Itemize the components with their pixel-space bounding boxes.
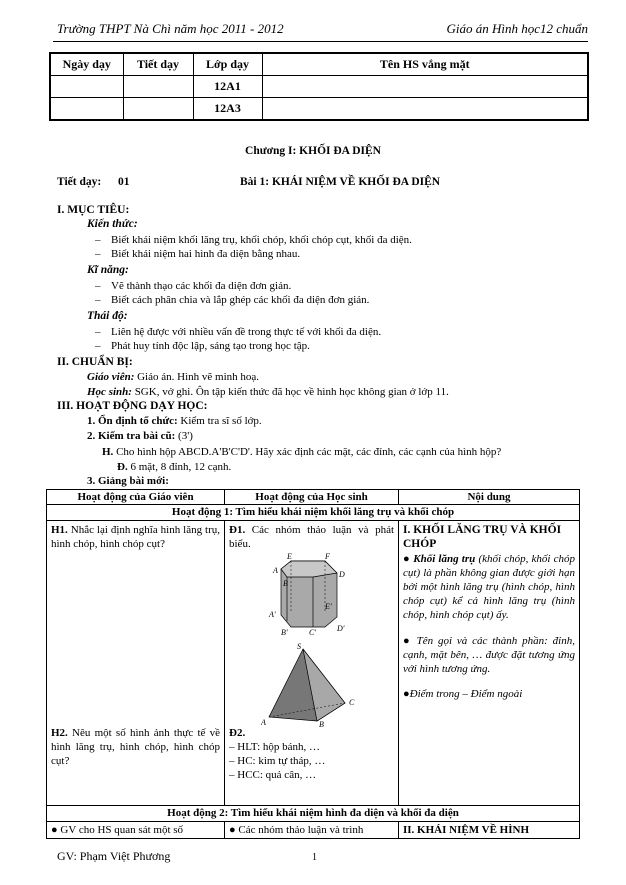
content-heading-2: II. KHÁI NIỆM VỀ HÌNH (399, 822, 580, 839)
teacher-prep: Giáo viên: Giáo án. Hình vẽ minh hoạ. (87, 371, 260, 383)
review-question: H. Cho hình hộp ABCD.A'B'C'D'. Hãy xác định các mặt, các đỉnh, các cạnh của hình hộp? (102, 446, 502, 458)
label-vertex: D (339, 570, 345, 579)
col-tiet-day: Tiết dạy (123, 53, 193, 76)
answer-d2: Đ2. – HLT: hộp bánh, … – HC: kim tự tháp, … – HCC: quả cân, … (229, 727, 326, 781)
cell-absent (262, 76, 588, 98)
label-vertex: A (261, 718, 266, 727)
section-activities-title: III. HOẠT ĐỘNG DẠY HỌC: (57, 400, 208, 412)
cell-period (123, 76, 193, 98)
cell-date (50, 98, 123, 121)
knowledge-item: – Biết khái niệm hai hình đa diện bằng nhau. (95, 248, 301, 260)
lesson-period-value: 01 (118, 176, 130, 188)
step-organize: 1. Ổn định tổ chức: Kiểm tra sĩ số lớp. (87, 415, 262, 427)
activity-2-row (47, 806, 580, 822)
label-vertex: F (325, 552, 330, 561)
prism-figure (253, 551, 383, 635)
label-vertex: B (319, 720, 324, 727)
cell-class: 12A1 (193, 76, 262, 98)
label-vertex: C (349, 698, 355, 707)
attitude-label: Thái độ: (87, 310, 128, 322)
content-heading-1: I. KHỐI LĂNG TRỤ VÀ KHỐI CHÓP (403, 524, 562, 550)
skills-item: – Biết cách phân chia và lắp ghép các khối đa diện đơn giản. (95, 294, 370, 306)
attendance-header-row (50, 53, 588, 76)
student-prep: Học sinh: SGK, vở ghi. Ôn tập kiến thức đã học về hình học không gian ở lớp 11. (87, 386, 449, 398)
activity-2-content-row (47, 822, 580, 839)
section-objectives-title: I. MỤC TIÊU: (57, 204, 130, 216)
label-vertex: E' (325, 602, 332, 611)
teacher-cell (47, 521, 225, 806)
col-lop-day: Lớp dạy (193, 53, 262, 76)
student-cell (225, 521, 399, 806)
content-definition: ● Khối lăng trụ (khối chóp, khối chóp cụt) là phần không gian được giới hạn bởi một hình lăng trụ (hình chóp, hình chóp cụt) kể cả hình lăng trụ (hình chóp, hình chóp cụt) ấy. (403, 553, 576, 621)
content-cell (399, 521, 580, 806)
activity-1-content-row (47, 521, 580, 806)
skills-label: Kĩ năng: (87, 264, 129, 276)
example-item: – HCC: quả cân, … (229, 769, 317, 781)
footer-author: GV: Phạm Việt Phương (57, 849, 171, 863)
attendance-row (50, 76, 588, 98)
attendance-table (49, 52, 589, 121)
col-ngay-day: Ngày dạy (50, 53, 123, 76)
col-teacher: Hoạt động của Giáo viên (47, 490, 225, 505)
activities-header-row (47, 490, 580, 505)
knowledge-label: Kiến thức: (87, 218, 138, 230)
activities-table (46, 489, 580, 839)
col-student: Hoạt động của Học sinh (225, 490, 399, 505)
lesson-title: Bài 1: KHÁI NIỆM VỀ KHỐI ĐA DIỆN (240, 176, 441, 188)
header-plan-title: Giáo án Hình học12 chuẩn (446, 21, 588, 36)
lesson-period-label: Tiết dạy: (57, 176, 102, 188)
section-preparation-title: II. CHUẨN BỊ: (57, 356, 133, 368)
knowledge-item: – Biết khái niệm khối lăng trụ, khối chóp, khối chóp cụt, khối đa diện. (95, 234, 412, 246)
col-ten-hs: Tên HS vắng mặt (262, 53, 588, 76)
header-school: Trường THPT Nà Chì năm học 2011 - 2012 (57, 21, 284, 36)
chapter-title: Chương I: KHỐI ĐA DIỆN (245, 145, 381, 157)
header-divider (53, 41, 588, 42)
attendance-row (50, 98, 588, 121)
attitude-item: – Phát huy tính độc lập, sáng tạo trong học tập. (95, 340, 310, 352)
label-vertex: C' (309, 628, 317, 635)
example-item: – HLT: hộp bánh, … (229, 741, 321, 753)
activity-1-row (47, 505, 580, 521)
label-vertex: S (297, 643, 301, 651)
page-number: 1 (312, 852, 317, 863)
review-answer: Đ. 6 mặt, 8 đỉnh, 12 cạnh. (117, 461, 232, 473)
label-vertex: D' (337, 624, 345, 633)
label-vertex: B (283, 579, 288, 588)
student-cell: ● Các nhóm thảo luận và trình (225, 822, 399, 839)
label-vertex: A' (269, 610, 276, 619)
label-vertex: B' (281, 628, 288, 635)
cell-class: 12A3 (193, 98, 262, 121)
step-check-old: 2. Kiểm tra bài cũ: (3') (87, 430, 193, 442)
content-naming: ● Tên gọi và các thành phần: đỉnh, cạnh, mặt bên, … được đặt tương ứng với hình tương ứng. (403, 635, 575, 675)
cell-period (123, 98, 193, 121)
label-vertex: A (273, 566, 278, 575)
attitude-item: – Liên hệ được với nhiều vấn đề trong thực tế với khối đa diện. (95, 326, 382, 338)
activity-2-title: Hoạt động 2: Tìm hiểu khái niệm hình đa diện và khối đa diện (47, 806, 580, 822)
pyramid-figure (261, 643, 371, 727)
skills-item: – Vẽ thành thạo các khối đa diện đơn giản. (95, 280, 292, 292)
step-new-lesson: 3. Giảng bài mới: (87, 475, 169, 487)
content-points: ●Điểm trong – Điểm ngoài (403, 688, 523, 700)
cell-absent (262, 98, 588, 121)
teacher-cell: ● GV cho HS quan sát một số (47, 822, 225, 839)
question-h1: H1. Nhắc lại định nghĩa hình lăng trụ, hình chóp, hình chóp cụt? (51, 524, 220, 550)
cell-date (50, 76, 123, 98)
prism-top (281, 561, 337, 577)
col-content: Nội dung (399, 490, 580, 505)
answer-d1: Đ1. Các nhóm thảo luận và phát biểu. (229, 524, 395, 550)
question-h2: H2. Nêu một số hình ảnh thực tế về hình lăng trụ, hình chóp, hình chóp cụt? (51, 727, 220, 767)
activity-1-title: Hoạt động 1: Tìm hiểu khái niệm khối lăng trụ và khối chóp (47, 505, 580, 521)
label-vertex: E (287, 552, 292, 561)
example-item: – HC: kim tự tháp, … (229, 755, 326, 767)
